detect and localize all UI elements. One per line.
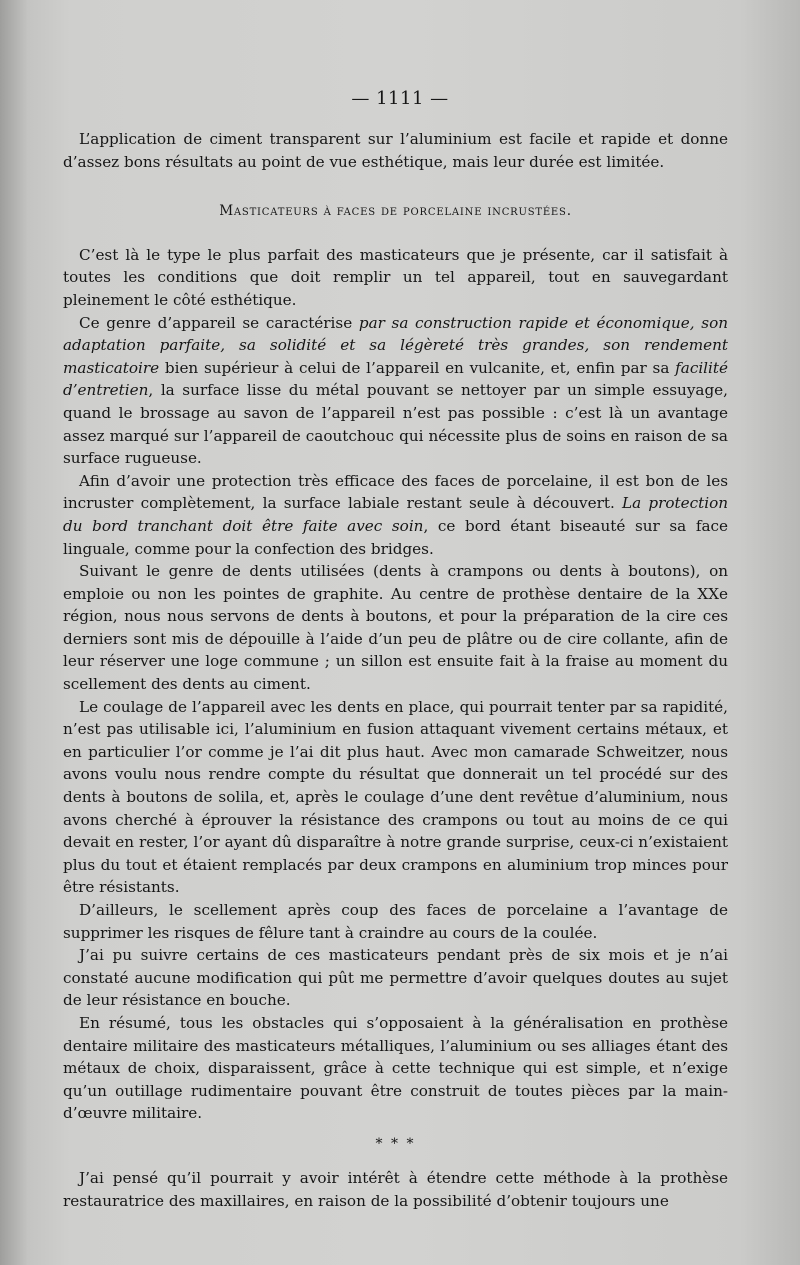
paragraph-7: J’ai pu suivre certains de ces masticateurs pendant près de six mois et je n’ai constaté aucune modification qui pût me permettre d’avoir quelques doutes au sujet de leur résistance en bouche. bbox=[63, 946, 728, 1010]
paragraph-4: Suivant le genre de dents utilisées (dents à crampons ou dents à boutons), on emploie ou non les pointes de graphite. Au centre de prothèse dentaire de la XXe région, nous nous servons de dents à boutons, et pour la préparation de la cire ces derniers sont mis de dépouille à l’aide d’un peu de plâtre ou de cire collante, afin de leur réserver une loge commune ; un sillon est ensuite fait à la fraise au moment du scellement des dents au ciment. bbox=[63, 562, 728, 694]
emphasis-entretien: facilité d’entretien bbox=[63, 358, 728, 400]
paragraph-9: J’ai pensé qu’il pourrait y avoir intérêt à étendre cette méthode à la prothèse restauratrice des maxillaires, en raison de la possibilité d’obtenir toujours une bbox=[63, 1168, 728, 1210]
page-number: — 1111 — bbox=[351, 88, 449, 109]
document-body bbox=[63, 128, 728, 1212]
paragraph-5: Le coulage de l’appareil avec les dents en place, qui pourrait tenter par sa rapidité, n’est pas utilisable ici, l’aluminium en fusion attaquant vivement certains métaux, et en particulier l’or comme je l’ai dit plus haut. Avec mon camarade Schweitzer, nous avons voulu nous rendre compte du résultat que donnerait un tel procédé sur des dents à boutons de solila, et, après le coulage d’une dent revêtue d’aluminium, nous avons cherché à éprouver la résistance des crampons ou tout au moins de ce qui devait en rester, l’or ayant dû disparaître à notre grande surprise, ceux-ci n’existaient plus du tout et étaient remplacés par deux crampons en aluminium trop minces pour être résistants. bbox=[63, 697, 728, 897]
section-separator: * * * bbox=[375, 1135, 416, 1152]
paragraph-3: Afin d’avoir une protection très efficace des faces de porcelaine, il est bon de les incruster complètement, la surface labiale restant seule à découvert. La protection du bord tranchant doit être faite avec soin, ce bord étant biseauté sur sa face linguale, comme pour la confection des bridges. bbox=[63, 471, 728, 558]
intro-paragraph: L’application de ciment transparent sur l’aluminium est facile et rapide et donne d’assez bons résultats au point de vue esthétique, mais leur durée est limitée. bbox=[63, 130, 728, 171]
paragraph-8: En résumé, tous les obstacles qui s’opposaient à la généralisation en prothèse dentaire militaire des masticateurs métalliques, l’aluminium ou ses alliages étant des métaux de choix, disparaissent, grâce à cette technique qui est simple, et n’exige qu’un outillage rudimentaire pouvant être construit de toutes pièces par la main-d’œuvre militaire. bbox=[63, 1013, 728, 1123]
section-title: Masticateurs à faces de porcelaine incrustées. bbox=[219, 203, 572, 220]
emphasis-construction: par sa construction rapide et économique, son adaptation parfaite, sa solidité et sa légèreté très grandes, son rendement masticatoire bbox=[63, 313, 728, 377]
emphasis-protection: La protection du bord tranchant doit être faite avec soin bbox=[63, 494, 728, 535]
paragraph-1: C’est là le type le plus parfait des masticateurs que je présente, car il satisfait à toutes les conditions que doit remplir un tel appareil, tout en sauvegardant pleinement le côté esthétique. bbox=[63, 245, 728, 309]
paragraph-2: Ce genre d’appareil se caractérise par sa construction rapide et économique, son adaptation parfaite, sa solidité et sa légèreté très grandes, son rendement masticatoire bien supérieur à celui de l’appareil en vulcanite, et, enfin par sa facilité d’entretien, la surface lisse du métal pouvant se nettoyer par un simple essuyage, quand le brossage au savon de l’appareil n’est pas possible : c’est là un avantage assez marqué sur l’appareil de caoutchouc qui nécessite plus de soins en raison de sa surface rugueuse. bbox=[63, 313, 728, 468]
paragraph-6: D’ailleurs, le scellement après coup des faces de porcelaine a l’avantage de supprimer les risques de fêlure tant à craindre au cours de la coulée. bbox=[63, 901, 728, 942]
